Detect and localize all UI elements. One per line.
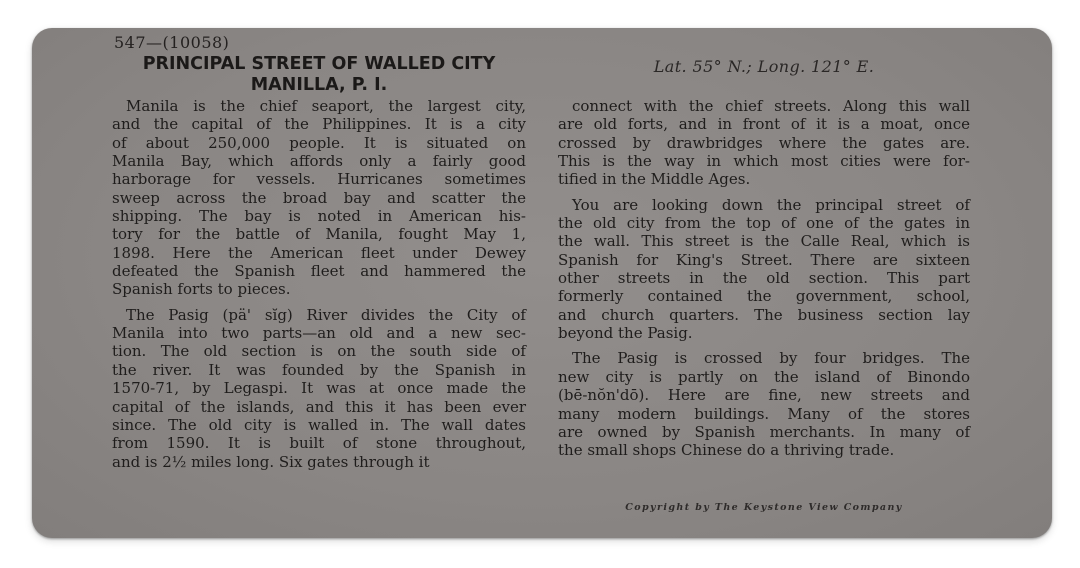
text-line: sweep across the broad bay and scatter the [112, 188, 526, 207]
text-line: crossed by drawbridges where the gates are. [558, 133, 970, 152]
text-line: Spanish forts to pieces. [112, 280, 291, 299]
text-line: 1570-71, by Legaspi. It was at once made the [112, 379, 526, 398]
right-paragraph [558, 349, 970, 459]
text-line: Manila Bay, which affords only a fairly good [112, 152, 526, 171]
left-paragraph [112, 306, 526, 471]
text-line: and church quarters. The business section lay [558, 305, 970, 324]
text-line: the old city from the top of one of the gates in [558, 214, 970, 233]
text-line: defeated the Spanish fleet and hammered the [112, 262, 526, 281]
stereoview-card-back [32, 28, 1052, 538]
right-paragraph [558, 97, 970, 189]
text-line: other streets in the old section. This part [558, 269, 970, 288]
text-line: Spanish for King's Street. There are sixteen [558, 250, 970, 269]
text-line: since. The old city is walled in. The wall dates [112, 415, 526, 434]
text-line: You are looking down the principal street of [572, 195, 970, 214]
text-line: tified in the Middle Ages. [558, 170, 751, 189]
text-line: many modern buildings. Many of the stores [558, 404, 970, 423]
text-line: the small shops Chinese do a thriving trade. [558, 441, 895, 460]
text-line: (bē-nŏn'dō). Here are fine, new streets and [558, 386, 970, 405]
right-paragraph-gap [558, 342, 970, 349]
text-line: are old forts, and in front of it is a moat, once [558, 115, 970, 134]
text-line: The Pasig is crossed by four bridges. The [572, 349, 970, 368]
text-line: of about 250,000 people. It is situated on [112, 133, 526, 152]
coordinates: Lat. 55° N.; Long. 121° E. [653, 57, 875, 76]
card-title [102, 54, 536, 96]
text-line: capital of the islands, and this it has been ever [112, 397, 526, 416]
left-paragraph [112, 97, 526, 299]
text-line: The Pasig (pä' sĭg) River divides the City of [126, 305, 526, 324]
text-line: Manila into two parts—an old and a new sec- [112, 324, 526, 343]
card-title-line-2: MANILLA, P. I. [250, 75, 388, 95]
text-line: tion. The old section is on the south side of [112, 342, 526, 361]
text-line: formerly contained the government, school, [558, 287, 970, 306]
text-line: new city is partly on the island of Binondo [558, 367, 970, 386]
text-line: beyond the Pasig. [558, 324, 693, 343]
left-paragraph-gap [112, 299, 526, 306]
left-text-column [112, 97, 526, 471]
text-line: connect with the chief streets. Along this wall [572, 97, 970, 115]
text-line: shipping. The bay is noted in American his- [112, 207, 526, 226]
right-paragraph [558, 196, 970, 343]
text-line: harborage for vessels. Hurricanes sometimes [112, 170, 526, 189]
right-text-column [558, 97, 970, 460]
text-line: the wall. This street is the Calle Real, which is [558, 232, 970, 251]
text-line: This is the way in which most cities were for- [558, 152, 970, 171]
text-line: tory for the battle of Manila, fought May 1, [112, 225, 526, 244]
text-line: the river. It was founded by the Spanish in [112, 360, 526, 379]
text-line: Manila is the chief seaport, the largest city, [126, 97, 526, 115]
text-line: from 1590. It is built of stone throughout, [112, 434, 526, 453]
text-line: are owned by Spanish merchants. In many of [558, 422, 970, 441]
card-title-line-1: PRINCIPAL STREET OF WALLED CITY [142, 54, 496, 74]
text-line: and is 2½ miles long. Six gates through it [112, 452, 430, 471]
copyright-notice: Copyright by The Keystone View Company [625, 502, 903, 513]
text-line: 1898. Here the American fleet under Dewey [112, 243, 526, 262]
right-paragraph-gap [558, 189, 970, 196]
card-number: 547—(10058) [114, 33, 230, 52]
text-line: and the capital of the Philippines. It is a city [112, 115, 526, 134]
